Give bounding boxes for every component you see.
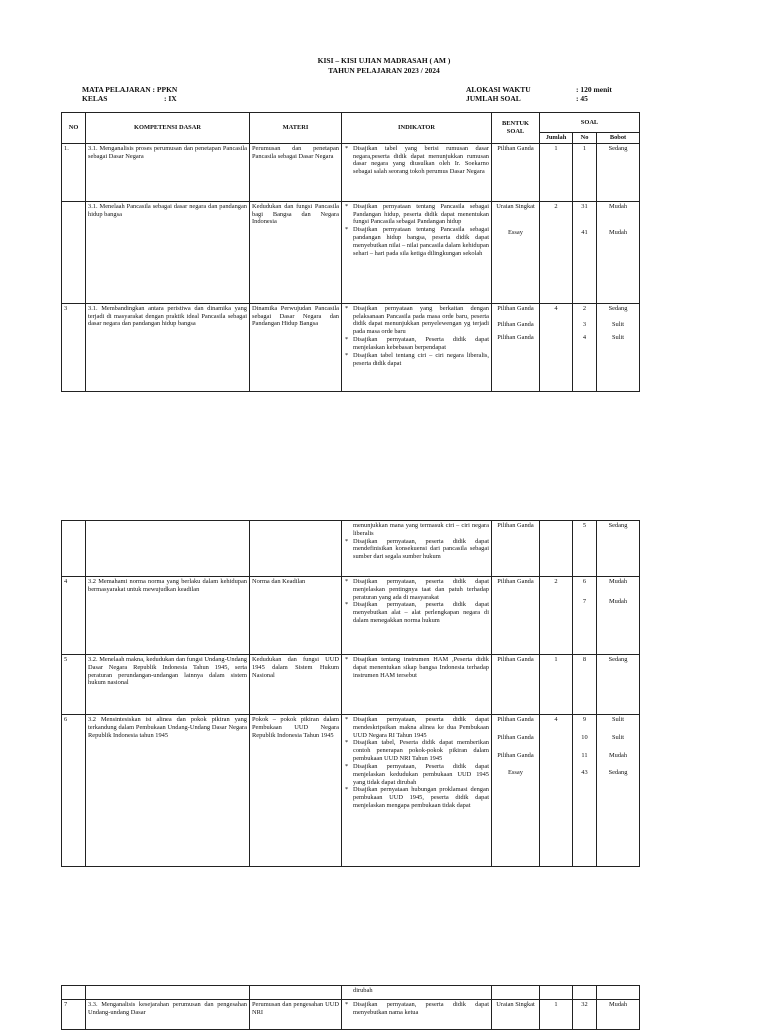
indikator-item: * Disajikan tabel tentang ciri – ciri negara liberalis, peserta didik dapat: [344, 352, 489, 368]
table-row: [62, 1000, 640, 1030]
kompetensi-dasar-cell: [86, 1000, 250, 1030]
row-number-text: 1.: [64, 144, 69, 152]
bobot-text: Sulit: [611, 320, 625, 328]
row-number-text: 5: [64, 656, 68, 663]
nomor-soal-text: 9: [582, 716, 587, 723]
bentuk-soal-text: Pilihan Ganda: [497, 578, 534, 585]
indikator-cell: [342, 986, 492, 1000]
jumlah-cell: [540, 655, 573, 715]
indikator-item: * Disajikan tabel, Peserta didik dapat memberikan contoh penerapan pokok-pokok pikiran dalam pembukaan UUD NRI Tahun 1945: [344, 739, 489, 762]
bentuk-soal-text: Pilihan Ganda: [497, 716, 534, 723]
bentuk-soal-text: Pilihan Ganda: [497, 522, 534, 529]
row-number: [62, 201, 86, 303]
jumlah-cell: [540, 986, 573, 1000]
bentuk-soal-text: Pilihan Ganda: [497, 751, 534, 759]
bobot-text: Sulit: [611, 716, 625, 723]
table-row: [62, 577, 640, 655]
jumlah-cell: [540, 303, 573, 391]
indikator-cell: [342, 1000, 492, 1030]
bobot-cell: [597, 143, 640, 201]
jumlah-soal-label: JUMLAH SOAL: [466, 94, 521, 103]
bobot-text: Sulit: [611, 733, 625, 741]
indikator-item: * Disajikan pernyataan yang berkaitan dengan pelaksanaan Pancasila pada masa orde baru, peserta didik dapat menunjukkan penyelewengan yg terjadi pada masa orde baru: [344, 305, 489, 336]
table-row: [62, 303, 640, 391]
bobot-text: Mudah: [608, 597, 628, 605]
bentuk-soal-text: Uraian Singkat: [496, 1001, 535, 1008]
nomor-soal-cell: [573, 201, 597, 303]
kelas-value: : IX: [164, 94, 177, 103]
header-materi: MATERI: [250, 113, 342, 144]
indikator-cell: [342, 655, 492, 715]
jumlah-cell: [540, 1000, 573, 1030]
alokasi-label: ALOKASI WAKTU: [466, 85, 531, 94]
jumlah-text: 4: [554, 304, 558, 312]
row-number-text: 4: [64, 578, 68, 585]
bobot-text: Sedang: [608, 144, 628, 152]
materi-cell: [250, 655, 342, 715]
materi-cell: [250, 1000, 342, 1030]
materi-cell: [250, 986, 342, 1000]
document-subtitle: TAHUN PELAJARAN 2023 / 2024: [328, 66, 440, 75]
kompetensi-dasar-cell: [86, 715, 250, 867]
header-soal: SOAL: [540, 113, 640, 133]
materi-cell: [250, 303, 342, 391]
bobot-cell: [597, 303, 640, 391]
bobot-text: Sedang: [608, 304, 628, 312]
kompetensi-dasar-text: 3.1. Menelaah Pancasila sebagai dasar negara dan pandangan hidup bangsa: [88, 202, 247, 218]
nomor-soal-text: 6: [582, 578, 587, 585]
indikator-item: * Disajikan pernyataan, peserta didik dapat menyebutkan alat – alat perlengkapan negara di dalam menegakkan norma hukum: [344, 601, 489, 624]
nomor-soal-text: 10: [581, 733, 588, 741]
bobot-text: Sedang: [608, 769, 628, 777]
bentuk-soal-cell: [492, 577, 540, 655]
nomor-soal-text: 31: [581, 202, 588, 210]
table-row: [62, 143, 640, 201]
row-number: [62, 655, 86, 715]
indikator-item: * Disajikan pernyataan, Peserta didik dapat menjelaskan kebebasan berpendapat: [344, 336, 489, 352]
table-row: [62, 715, 640, 867]
nomor-soal-text: 7: [582, 597, 587, 605]
header-nomor: No: [573, 133, 597, 144]
nomor-soal-text: 5: [582, 522, 587, 529]
bobot-cell: [597, 1000, 640, 1030]
indikator-item: * Disajikan pernyataan, peserta didik dapat mendefinisikan konsekuensi dari pancasila sebagai sumber dari segala sumber hukum: [344, 538, 489, 561]
bobot-cell: [597, 521, 640, 577]
kompetensi-dasar-cell: [86, 303, 250, 391]
nomor-soal-cell: [573, 715, 597, 867]
jumlah-soal-value: : 45: [576, 94, 588, 103]
indikator-item: * Disajikan pernyataan, peserta didik dapat menjelaskan pentingnya taat dan patuh terhadap peraturan yang ada di masyarakat: [344, 578, 489, 601]
row-number: [62, 1000, 86, 1030]
kompetensi-dasar-text: 3.1. Membandingkan antara peristiwa dan dinamika yang terjadi di masyarakat dengan praktik ideal Pancasila sebagai dasar negara dan pandangan hidup bangsa: [88, 304, 247, 328]
materi-cell: [250, 521, 342, 577]
indikator-item: * Disajikan pernyataan, peserta didik dapat mendeskripsikan makna alinea ke dua Pembukaan UUD Negara RI Tahun 1945: [344, 716, 489, 739]
bobot-cell: [597, 577, 640, 655]
nomor-soal-text: 32: [581, 1001, 588, 1008]
row-number: [62, 986, 86, 1000]
bobot-text: Mudah: [608, 228, 628, 236]
bentuk-soal-text: Pilihan Ganda: [497, 334, 534, 342]
nomor-soal-cell: [573, 577, 597, 655]
mapel-label: MATA PELAJARAN : PPKN: [82, 85, 178, 94]
jumlah-text: 4: [554, 716, 558, 723]
kompetensi-dasar-cell: [86, 201, 250, 303]
indikator-item: * Disajikan pernyataan tentang Pancasila sebagai Pandangan hidup, peserta didik dapat menentukan fungsi Pancasila sebagai Pandangan hidup: [344, 203, 489, 226]
bentuk-soal-cell: [492, 521, 540, 577]
bobot-text: Mudah: [608, 751, 628, 759]
kompetensi-dasar-cell: [86, 521, 250, 577]
nomor-soal-text: 3: [582, 320, 587, 328]
nomor-soal-text: 43: [581, 769, 588, 777]
indikator-item: * Disajikan tentang instrumen HAM ,Peserta didik dapat menentukan sikap bangsa Indonesia terhadap instrumen HAM tersebut: [344, 656, 489, 679]
bentuk-soal-text: Pilihan Ganda: [497, 144, 534, 152]
header-indikator: INDIKATOR: [342, 113, 492, 144]
bentuk-soal-cell: [492, 1000, 540, 1030]
nomor-soal-cell: [573, 303, 597, 391]
bentuk-soal-cell: [492, 655, 540, 715]
kisi-table-page-1: [61, 112, 640, 392]
indikator-cell: [342, 577, 492, 655]
kompetensi-dasar-text: 3.2. Menelaah makna, kedudukan dan fungsi Undang-Undang Dasar Negara Republik Indonesia Tahun 1945, serta peraturan perundangan-undangan lainnya dalam sistem hukum nasional: [88, 656, 247, 687]
materi-text: Perumusan dan penetapan Pancasila sebagai Dasar Negara: [252, 144, 339, 160]
table-row: [62, 655, 640, 715]
kisi-table-page-3: [61, 985, 640, 1030]
kompetensi-dasar-cell: [86, 143, 250, 201]
alokasi-value: : 120 menit: [576, 85, 612, 94]
nomor-soal-cell: [573, 1000, 597, 1030]
jumlah-cell: [540, 577, 573, 655]
bentuk-soal-cell: [492, 143, 540, 201]
nomor-soal-text: 4: [582, 334, 587, 342]
jumlah-text: 2: [554, 578, 558, 585]
nomor-soal-text: 11: [581, 751, 588, 759]
bobot-text: Mudah: [608, 202, 628, 210]
jumlah-text: 1: [554, 1001, 558, 1008]
table-row: [62, 201, 640, 303]
indikator-cell: [342, 521, 492, 577]
indikator-item: * Disajikan pernyataan tentang Pancasila sebagai pandangan hidup bangsa, peserta didik dapat menyebutkan nilai – nilai pancasila dalam kehidupan sehari – hari pada sila ketiga dilingkungan sekolah: [344, 226, 489, 257]
nomor-soal-cell: [573, 655, 597, 715]
table-row: [62, 521, 640, 577]
indikator-item: * Disajikan pernyataan, Peserta didik dapat menjelaskan kedudukan pembukaan UUD 1945 yang tidak dapat dirubah: [344, 763, 489, 786]
materi-cell: [250, 577, 342, 655]
jumlah-text: 1: [554, 656, 558, 663]
nomor-soal-text: 41: [581, 228, 588, 236]
kompetensi-dasar-text: 3.3. Menganalisis kesejarahan perumusan dan pengesahan Undang-undang Dasar: [88, 1001, 247, 1016]
header-bobot: Bobot: [597, 133, 640, 144]
kompetensi-dasar-text: 3.2 Mensintesiskan isi alinea dan pokok pikiran yang terkandung dalam Pembukaan Undang-Undang Dasar Negara Republik Indonesia tahun 1945: [88, 716, 247, 739]
jumlah-cell: [540, 521, 573, 577]
bentuk-soal-cell: [492, 986, 540, 1000]
bobot-cell: [597, 201, 640, 303]
kompetensi-dasar-text: 3.2 Memahami norma norma yang berlaku dalam kehidupan bermasyarakat untuk mewujudkan keadilan: [88, 578, 247, 593]
materi-text: Norma dan Keadilan: [252, 578, 306, 585]
bentuk-soal-cell: [492, 715, 540, 867]
indikator-item: * Disajikan tabel yang berisi rumusan dasar negara,peserta didik dapat menunjukkan rumusan dasar negara yang diusulkan oleh Ir. Soekarno sebagai salah seorang tokoh perumus Dasar Negara: [344, 145, 489, 176]
row-number: [62, 521, 86, 577]
kisi-table-page-2: [61, 520, 640, 867]
indikator-continuation: dirubah: [353, 987, 373, 994]
kompetensi-dasar-cell: [86, 655, 250, 715]
header-kompetensi-dasar: KOMPETENSI DASAR: [86, 113, 250, 144]
materi-text: Kedudukan dan fungsi UUD 1945 dalam Sistem Hukum Nasional: [252, 656, 339, 679]
bobot-cell: [597, 986, 640, 1000]
document-title: KISI – KISI UJIAN MADRASAH ( AM ): [317, 56, 451, 65]
indikator-cell: [342, 143, 492, 201]
materi-text: Kedudukan dan fungsi Pancasila bagi Bangsa dan Negara Indonesia: [252, 202, 339, 226]
row-number: [62, 143, 86, 201]
nomor-soal-cell: [573, 521, 597, 577]
row-number: [62, 715, 86, 867]
table-row: [62, 986, 640, 1000]
bentuk-soal-text: Uraian Singkat: [496, 202, 535, 210]
indikator-cell: [342, 715, 492, 867]
kompetensi-dasar-cell: [86, 986, 250, 1000]
bobot-cell: [597, 715, 640, 867]
indikator-cell: [342, 303, 492, 391]
indikator-item: * Disajikan pernyataan hubungan proklamasi dengan pembukaan UUD 1945, peserta didik dapat menjelaskan mengapa pembukaan tidak dapat: [344, 786, 489, 809]
bentuk-soal-text: Essay: [508, 228, 523, 236]
indikator-item: * Disajikan pernyataan, peserta didik dapat menyebutkan nama ketua: [344, 1001, 489, 1017]
bobot-text: Sedang: [608, 656, 628, 663]
bentuk-soal-text: Pilihan Ganda: [497, 304, 534, 312]
materi-text: Perumusan dan pengesahan UUD NRI: [252, 1001, 339, 1016]
header-bentuk-soal: BENTUK SOAL: [492, 113, 540, 144]
nomor-soal-text: 2: [582, 304, 587, 312]
bentuk-soal-cell: [492, 201, 540, 303]
row-number: [62, 303, 86, 391]
jumlah-text: 1: [554, 144, 558, 152]
kelas-label: KELAS: [82, 94, 108, 103]
materi-cell: [250, 715, 342, 867]
bobot-text: Mudah: [608, 578, 628, 585]
bentuk-soal-text: Pilihan Ganda: [497, 733, 534, 741]
row-number-text: 3: [64, 304, 68, 312]
materi-text: Dinamika Perwujudan Pancasila sebagai Dasar Negara dan Pandangan Hidup Bangsa: [252, 304, 339, 328]
bobot-cell: [597, 655, 640, 715]
jumlah-cell: [540, 143, 573, 201]
nomor-soal-cell: [573, 143, 597, 201]
row-number-text: 6: [64, 716, 68, 723]
bentuk-soal-text: Essay: [508, 769, 523, 777]
bentuk-soal-text: Pilihan Ganda: [497, 320, 534, 328]
kompetensi-dasar-text: 3.1. Menganalisis proses perumusan dan penetapan Pancasila sebagai Dasar Negara: [88, 144, 247, 160]
jumlah-text: 2: [554, 202, 558, 210]
bentuk-soal-cell: [492, 303, 540, 391]
jumlah-cell: [540, 715, 573, 867]
nomor-soal-cell: [573, 986, 597, 1000]
materi-cell: [250, 201, 342, 303]
indikator-continuation: menunjukkan mana yang termasuk ciri – ciri negara liberalis: [353, 522, 489, 537]
header-jumlah: Jumlah: [540, 133, 573, 144]
bentuk-soal-text: Pilihan Ganda: [497, 656, 534, 663]
bobot-text: Sedang: [608, 522, 628, 529]
row-number: [62, 577, 86, 655]
bobot-text: Sulit: [611, 334, 625, 342]
row-number-text: 7: [64, 1001, 68, 1008]
nomor-soal-text: 8: [582, 656, 587, 663]
jumlah-cell: [540, 201, 573, 303]
bobot-text: Mudah: [608, 1001, 628, 1008]
materi-text: Pokok – pokok pikiran dalam Pembukaan UUD Negara Republik Indonesia Tahun 1945: [252, 716, 339, 739]
header-no: NO: [62, 113, 86, 144]
nomor-soal-text: 1: [582, 144, 587, 152]
materi-cell: [250, 143, 342, 201]
indikator-cell: [342, 201, 492, 303]
kompetensi-dasar-cell: [86, 577, 250, 655]
